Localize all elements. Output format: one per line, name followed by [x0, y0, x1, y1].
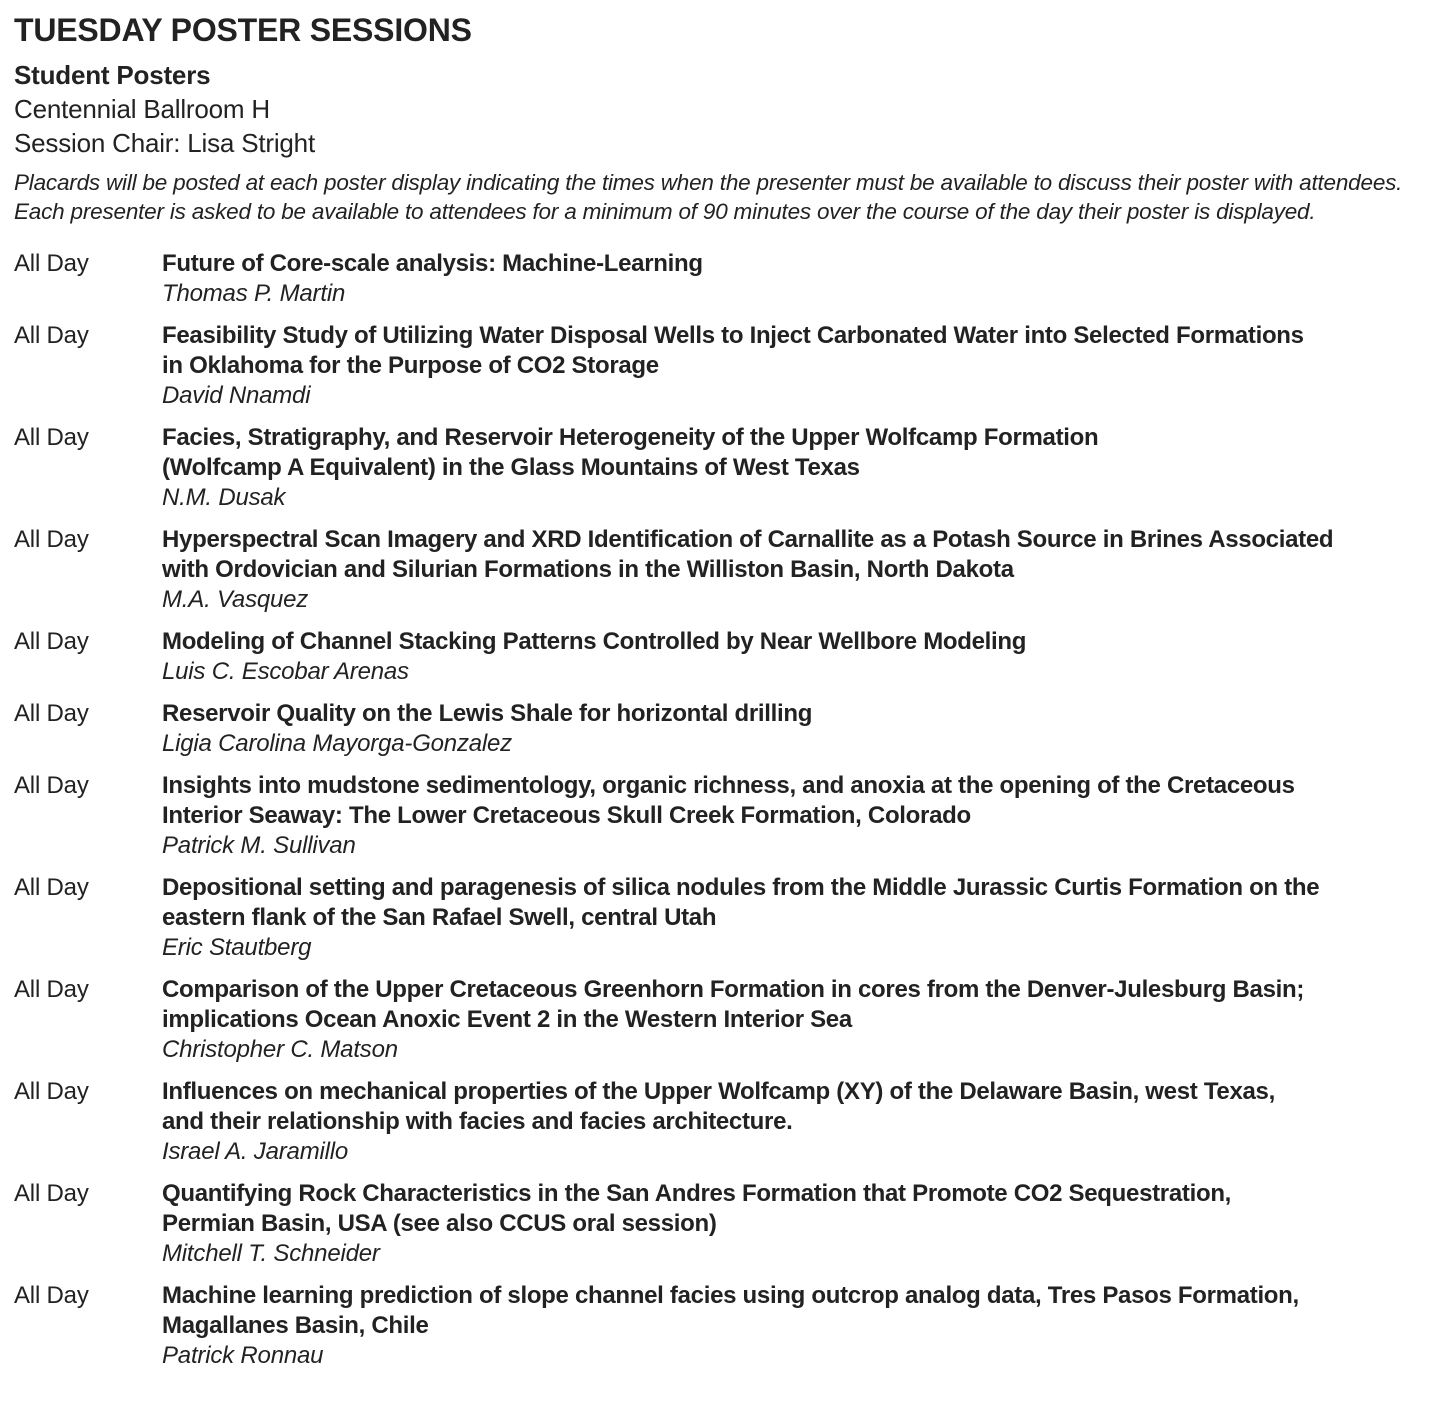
- poster-title-line: Modeling of Channel Stacking Patterns Controlled by Near Wellbore Modeling: [162, 628, 1027, 655]
- poster-author: Ligia Carolina Mayorga-Gonzalez: [162, 730, 512, 757]
- poster-title-line: Comparison of the Upper Cretaceous Greenhorn Formation in cores from the Denver-Julesburg Basin;: [162, 976, 1305, 1003]
- poster-author: Mitchell T. Schneider: [162, 1240, 380, 1267]
- session-chair: Session Chair: Lisa Stright: [14, 128, 315, 158]
- poster-title: [162, 249, 1424, 279]
- poster-entry: [14, 699, 1424, 759]
- session-room: Centennial Ballroom H: [14, 94, 270, 124]
- poster-entry: [14, 771, 1424, 861]
- poster-details: [162, 771, 1424, 861]
- poster-details: [162, 321, 1424, 411]
- poster-details: [162, 1179, 1424, 1269]
- poster-time: All Day: [14, 976, 89, 1003]
- poster-entry: [14, 627, 1424, 687]
- poster-details: [162, 1077, 1424, 1167]
- poster-author: Luis C. Escobar Arenas: [162, 658, 409, 685]
- poster-author: Christopher C. Matson: [162, 1036, 398, 1063]
- poster-title-line: (Wolfcamp A Equivalent) in the Glass Mountains of West Texas: [162, 454, 860, 481]
- poster-title: [162, 627, 1424, 657]
- poster-title: [162, 1179, 1424, 1239]
- poster-title-line: eastern flank of the San Rafael Swell, central Utah: [162, 904, 717, 931]
- poster-title: [162, 699, 1424, 729]
- poster-title-line: Influences on mechanical properties of the Upper Wolfcamp (XY) of the Delaware Basin, west Texas,: [162, 1078, 1275, 1105]
- poster-details: [162, 525, 1424, 615]
- poster-author: Patrick M. Sullivan: [162, 832, 356, 859]
- poster-author: Patrick Ronnau: [162, 1342, 324, 1369]
- poster-time: All Day: [14, 700, 89, 727]
- poster-entry: [14, 423, 1424, 513]
- poster-time: All Day: [14, 628, 89, 655]
- poster-title-line: implications Ocean Anoxic Event 2 in the Western Interior Sea: [162, 1006, 852, 1033]
- poster-time: All Day: [14, 772, 89, 799]
- poster-details: [162, 423, 1424, 513]
- poster-details: [162, 1281, 1424, 1371]
- poster-author: Israel A. Jaramillo: [162, 1138, 349, 1165]
- poster-entry: [14, 525, 1424, 615]
- poster-time: All Day: [14, 322, 89, 349]
- poster-time: All Day: [14, 1078, 89, 1105]
- poster-title: [162, 975, 1424, 1035]
- poster-entry: [14, 975, 1424, 1065]
- poster-title-line: Hyperspectral Scan Imagery and XRD Identification of Carnallite as a Potash Source in Brines Associated: [162, 526, 1334, 553]
- poster-time: All Day: [14, 424, 89, 451]
- poster-time: All Day: [14, 1180, 89, 1207]
- poster-details: [162, 873, 1424, 963]
- poster-title-line: Permian Basin, USA (see also CCUS oral session): [162, 1210, 717, 1237]
- poster-entry: [14, 873, 1424, 963]
- poster-title-line: Future of Core-scale analysis: Machine-Learning: [162, 250, 703, 277]
- poster-title-line: Quantifying Rock Characteristics in the San Andres Formation that Promote CO2 Sequestration,: [162, 1180, 1232, 1207]
- poster-title: [162, 1077, 1424, 1137]
- poster-title-line: Machine learning prediction of slope channel facies using outcrop analog data, Tres Pasos Formation,: [162, 1282, 1299, 1309]
- session-header: [14, 58, 1424, 226]
- poster-author: David Nnamdi: [162, 382, 311, 409]
- poster-title-line: Feasibility Study of Utilizing Water Disposal Wells to Inject Carbonated Water into Selected Formations: [162, 322, 1304, 349]
- poster-time: All Day: [14, 526, 89, 553]
- poster-details: [162, 249, 1424, 309]
- poster-entry: [14, 321, 1424, 411]
- page-title: TUESDAY POSTER SESSIONS: [14, 12, 472, 48]
- poster-entry: [14, 1179, 1424, 1269]
- poster-title: [162, 771, 1424, 831]
- program-page: [14, 10, 1424, 1383]
- poster-author: M.A. Vasquez: [162, 586, 309, 613]
- poster-author: Thomas P. Martin: [162, 280, 346, 307]
- poster-author: Eric Stautberg: [162, 934, 312, 961]
- poster-title-line: with Ordovician and Silurian Formations in the Williston Basin, North Dakota: [162, 556, 1014, 583]
- poster-details: [162, 975, 1424, 1065]
- poster-author: N.M. Dusak: [162, 484, 286, 511]
- poster-title-line: Reservoir Quality on the Lewis Shale for horizontal drilling: [162, 700, 813, 727]
- session-intro: Placards will be posted at each poster display indicating the times when the presenter must be available to discuss their poster with attendees. Each presenter is asked to be available to attendees for a minimum of 90 minutes over the course of the day their poster is displayed.: [14, 170, 1403, 224]
- poster-title: [162, 423, 1424, 483]
- session-name: Student Posters: [14, 60, 211, 90]
- poster-time: All Day: [14, 874, 89, 901]
- poster-title-line: Magallanes Basin, Chile: [162, 1312, 429, 1339]
- poster-entry: [14, 249, 1424, 309]
- poster-details: [162, 699, 1424, 759]
- poster-title-line: Insights into mudstone sedimentology, organic richness, and anoxia at the opening of the Cretaceous: [162, 772, 1295, 799]
- poster-title-line: Depositional setting and paragenesis of silica nodules from the Middle Jurassic Curtis Formation on the: [162, 874, 1320, 901]
- poster-title: [162, 1281, 1424, 1341]
- poster-details: [162, 627, 1424, 687]
- poster-title-line: Interior Seaway: The Lower Cretaceous Skull Creek Formation, Colorado: [162, 802, 971, 829]
- poster-entry: [14, 1281, 1424, 1371]
- poster-title-line: Facies, Stratigraphy, and Reservoir Heterogeneity of the Upper Wolfcamp Formation: [162, 424, 1099, 451]
- poster-time: All Day: [14, 250, 89, 277]
- poster-title: [162, 873, 1424, 933]
- poster-time: All Day: [14, 1282, 89, 1309]
- poster-title: [162, 321, 1424, 381]
- poster-title-line: and their relationship with facies and facies architecture.: [162, 1108, 793, 1135]
- poster-title: [162, 525, 1424, 585]
- poster-list: [14, 249, 1424, 1371]
- poster-entry: [14, 1077, 1424, 1167]
- poster-title-line: in Oklahoma for the Purpose of CO2 Storage: [162, 352, 659, 379]
